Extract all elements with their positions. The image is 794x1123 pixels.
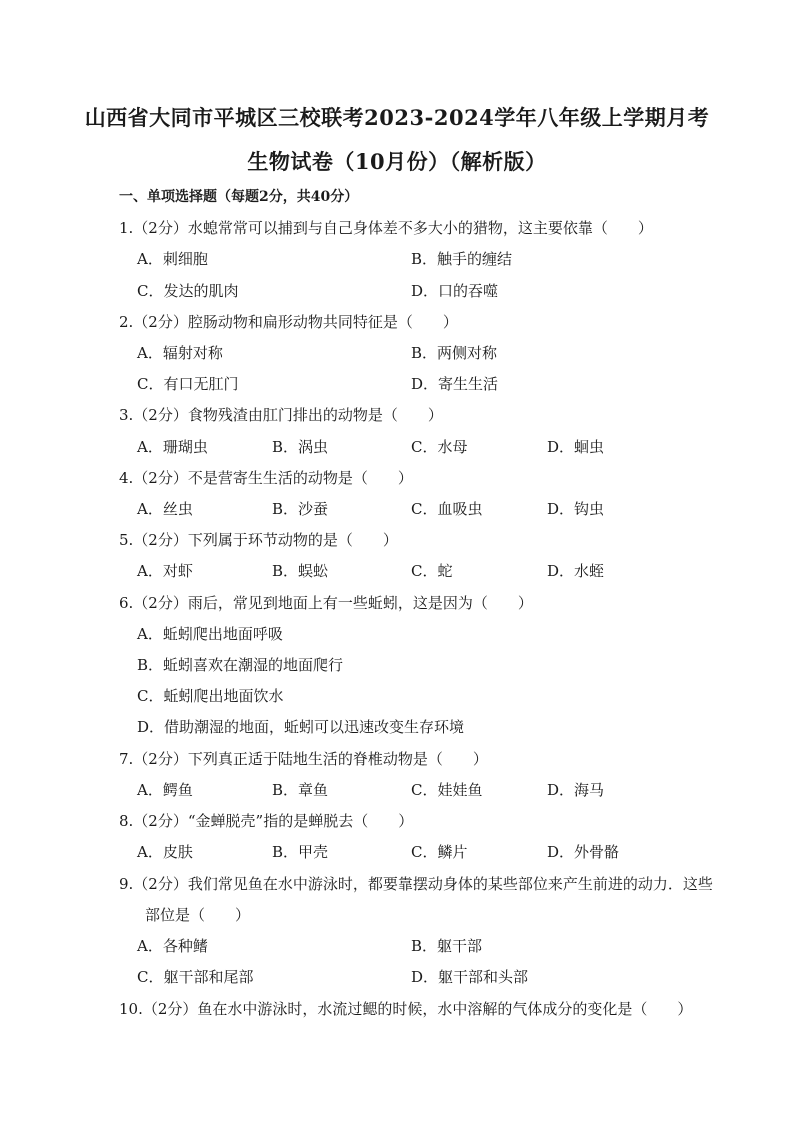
question-2-option-c: C．有口无肛门 xyxy=(137,375,239,393)
question-6-stem: 6.（2分）雨后，常见到地面上有一些蚯蚓，这是因为（ ） xyxy=(119,594,533,612)
question-5-option-c: C．蛇 xyxy=(411,562,453,580)
question-6-option-b: B．蚯蚓喜欢在潮湿的地面爬行 xyxy=(137,656,344,674)
question-7-stem: 7.（2分）下列真正适于陆地生活的脊椎动物是（ ） xyxy=(119,750,488,768)
question-1-option-a: A．刺细胞 xyxy=(137,250,208,268)
question-6-option-a: A．蚯蚓爬出地面呼吸 xyxy=(137,625,283,643)
question-1-option-c: C．发达的肌肉 xyxy=(137,282,239,300)
question-5-option-b: B．蜈蚣 xyxy=(272,562,329,580)
question-1-option-b: B．触手的缠结 xyxy=(411,250,513,268)
question-9-stem: 9.（2分）我们常见鱼在水中游泳时，都要靠摆动身体的某些部位来产生前进的动力．这些 xyxy=(119,875,713,893)
question-2-option-a: A．辐射对称 xyxy=(137,344,223,362)
question-2-option-d: D．寄生生活 xyxy=(411,375,499,393)
question-7-option-c: C．娃娃鱼 xyxy=(411,781,483,799)
document-title-line1: 山西省大同市平城区三校联考2023-2024学年八年级上学期月考 xyxy=(84,105,710,130)
question-9-option-d: D．躯干部和头部 xyxy=(411,968,529,986)
question-1-option-d: D．口的吞噬 xyxy=(411,282,499,300)
question-9-option-a: A．各种鳍 xyxy=(137,937,208,955)
question-4-option-d: D．钩虫 xyxy=(547,500,605,518)
question-7-option-b: B．章鱼 xyxy=(272,781,329,799)
question-6-option-c: C．蚯蚓爬出地面饮水 xyxy=(137,687,284,705)
question-7-option-a: A．鳄鱼 xyxy=(137,781,193,799)
question-6-option-d: D．借助潮湿的地面，蚯蚓可以迅速改变生存环境 xyxy=(137,718,465,736)
question-5-option-a: A．对虾 xyxy=(137,562,193,580)
section-heading: 一、单项选择题（每题2分，共40分） xyxy=(119,189,359,205)
question-3-option-b: B．涡虫 xyxy=(272,438,329,456)
question-9-stem-continued: 部位是（ ） xyxy=(145,906,251,924)
question-8-option-c: C．鳞片 xyxy=(411,843,468,861)
question-3-option-d: D．蛔虫 xyxy=(547,438,605,456)
question-4-stem: 4.（2分）不是营寄生生活的动物是（ ） xyxy=(119,469,413,487)
question-2-stem: 2.（2分）腔肠动物和扁形动物共同特征是（ ） xyxy=(119,313,458,331)
question-2-option-b: B．两侧对称 xyxy=(411,344,498,362)
question-5-option-d: D．水蛭 xyxy=(547,562,605,580)
question-10-stem: 10.（2分）鱼在水中游泳时，水流过鳃的时候，水中溶解的气体成分的变化是（ ） xyxy=(119,1000,693,1018)
question-4-option-c: C．血吸虫 xyxy=(411,500,483,518)
question-9-option-b: B．躯干部 xyxy=(411,937,483,955)
question-3-option-c: C．水母 xyxy=(411,438,468,456)
question-4-option-b: B．沙蚕 xyxy=(272,500,329,518)
document-title-line2: 生物试卷（10月份）（解析版） xyxy=(247,149,547,174)
question-5-stem: 5.（2分）下列属于环节动物的是（ ） xyxy=(119,531,398,549)
question-7-option-d: D．海马 xyxy=(547,781,605,799)
question-1-stem: 1.（2分）水螅常常可以捕到与自己身体差不多大小的猎物，这主要依靠（ ） xyxy=(119,219,653,237)
question-3-option-a: A．珊瑚虫 xyxy=(137,438,208,456)
question-9-option-c: C．躯干部和尾部 xyxy=(137,968,254,986)
question-8-option-d: D．外骨骼 xyxy=(547,843,620,861)
question-8-option-a: A．皮肤 xyxy=(137,843,193,861)
question-8-stem: 8.（2分）“金蝉脱壳”指的是蝉脱去（ ） xyxy=(119,812,414,830)
question-3-stem: 3.（2分）食物残渣由肛门排出的动物是（ ） xyxy=(119,406,443,424)
question-8-option-b: B．甲壳 xyxy=(272,843,329,861)
question-4-option-a: A．丝虫 xyxy=(137,500,193,518)
